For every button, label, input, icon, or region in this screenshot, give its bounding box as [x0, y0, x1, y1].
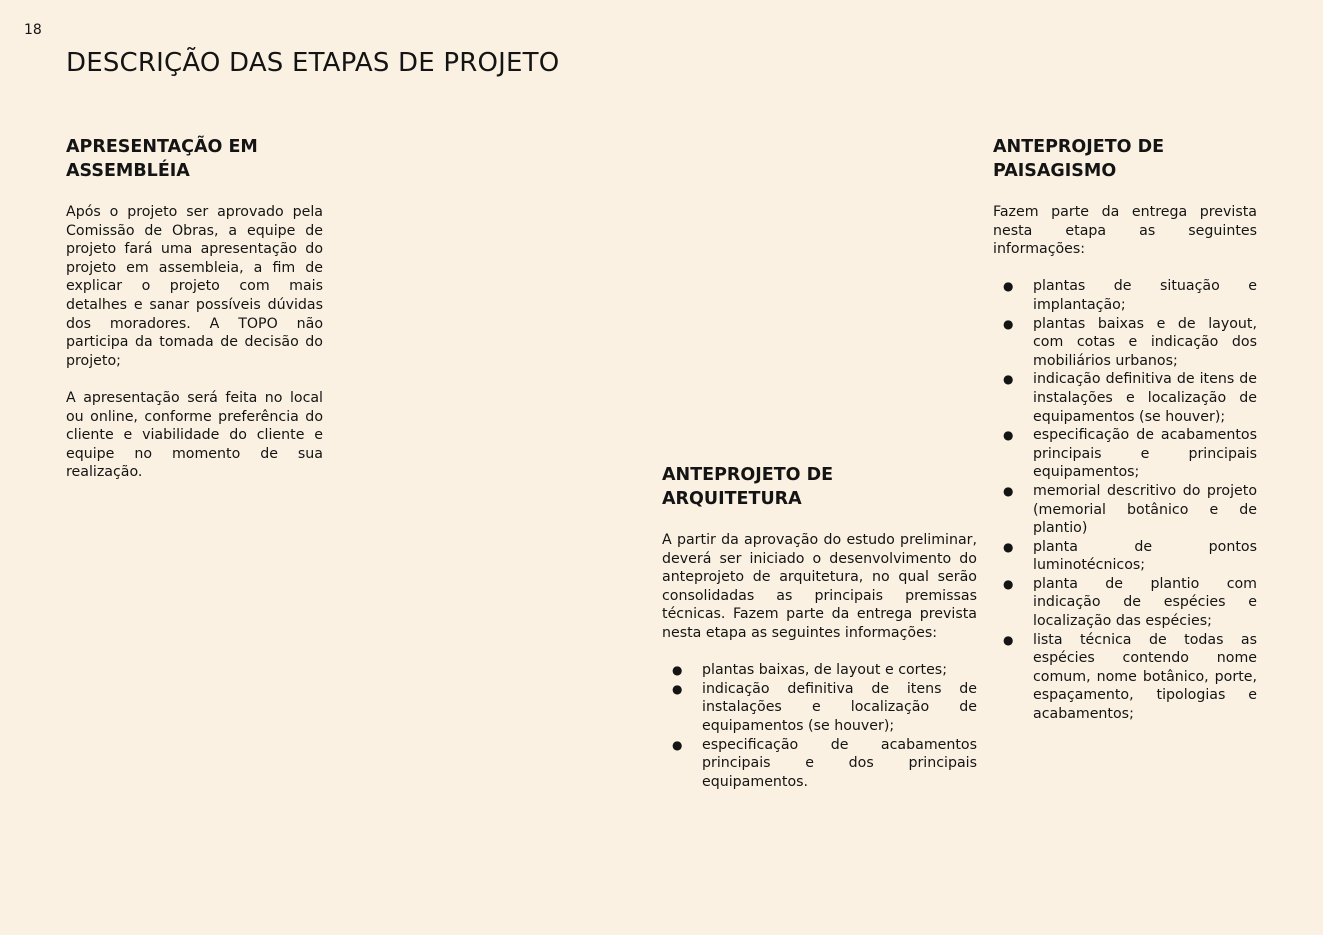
- bullet-icon: ●: [1003, 539, 1014, 554]
- heading-line: PAISAGISMO: [993, 161, 1117, 181]
- section-heading: [662, 463, 977, 511]
- list-item-text: planta de pontos luminotécnicos;: [1033, 538, 1257, 574]
- body-paragraph: Fazem parte da entrega prevista nesta etapa as seguintes informações:: [993, 204, 1257, 258]
- section-heading: [66, 135, 323, 183]
- bullet-icon: ●: [1003, 279, 1014, 294]
- heading-line: ARQUITETURA: [662, 489, 802, 509]
- list-item-text: memorial descritivo do projeto (memorial botânico e de plantio): [1033, 482, 1257, 537]
- bullet-list: [662, 661, 977, 791]
- list-item-text: plantas baixas, de layout e cortes;: [702, 662, 947, 679]
- list-item-text: indicação definitiva de itens de instalações e localização de equipamentos (se houver);: [702, 680, 977, 734]
- bullet-icon: ●: [1003, 576, 1014, 591]
- section-heading: [993, 135, 1257, 183]
- list-item: [662, 661, 977, 680]
- bullet-icon: ●: [672, 663, 683, 678]
- page-number: 18: [24, 22, 42, 38]
- body-paragraph: A partir da aprovação do estudo preliminar, deverá ser iniciado o desenvolvimento do anteprojeto de arquitetura, no qual serão consolidadas as principais premissas técnicas. Fazem parte da entrega prevista nesta etapa as seguintes informações:: [662, 532, 977, 641]
- body-paragraph: A apresentação será feita no local ou online, conforme preferência do cliente e viabilidade do cliente e equipe no momento de sua realização.: [66, 389, 323, 481]
- list-item: [993, 538, 1257, 575]
- bullet-list: [993, 277, 1257, 723]
- section-apresentacao-assembleia: [66, 135, 323, 482]
- bullet-icon: ●: [1003, 372, 1014, 387]
- list-item: [993, 277, 1257, 314]
- section-anteprojeto-paisagismo: [993, 135, 1257, 724]
- bullet-icon: ●: [1003, 483, 1014, 498]
- list-item: [993, 426, 1257, 482]
- list-item: [993, 575, 1257, 631]
- list-item-text: indicação definitiva de itens de instalações e localização de equipamentos (se houver);: [1033, 371, 1257, 425]
- list-item: [993, 631, 1257, 724]
- bullet-icon: ●: [672, 737, 683, 752]
- bullet-icon: ●: [1003, 428, 1014, 443]
- list-item-text: plantas baixas e de layout, com cotas e indicação dos mobiliários urbanos;: [1033, 315, 1257, 369]
- list-item-text: planta de plantio com indicação de espécies e localização das espécies;: [1033, 575, 1257, 630]
- body-paragraph: Após o projeto ser aprovado pela Comissão de Obras, a equipe de projeto fará uma apresentação do projeto em assembleia, a fim de explicar o projeto com mais detalhes e sanar possíveis dúvidas dos moradores. A TOPO não participa da tomada de decisão do projeto;: [66, 204, 323, 369]
- list-item-text: especificação de acabamentos principais e dos principais equipamentos.: [702, 736, 977, 790]
- bullet-icon: ●: [1003, 316, 1014, 331]
- list-item: [993, 315, 1257, 371]
- heading-line: ANTEPROJETO DE: [993, 137, 1165, 157]
- list-item-text: plantas de situação e implantação;: [1033, 278, 1257, 313]
- heading-line: ASSEMBLÉIA: [66, 161, 190, 181]
- bullet-icon: ●: [1003, 632, 1014, 647]
- list-item: [662, 736, 977, 792]
- list-item-text: especificação de acabamentos principais e principais equipamentos;: [1033, 427, 1257, 481]
- list-item: [993, 370, 1257, 426]
- section-anteprojeto-arquitetura: [662, 463, 977, 791]
- heading-line: ANTEPROJETO DE: [662, 465, 834, 485]
- bullet-icon: ●: [672, 681, 683, 696]
- list-item: [662, 680, 977, 736]
- list-item: [993, 482, 1257, 538]
- page-title: DESCRIÇÃO DAS ETAPAS DE PROJETO: [66, 48, 560, 78]
- list-item-text: lista técnica de todas as espécies contendo nome comum, nome botânico, porte, espaçamento, tipologias e acabamentos;: [1033, 631, 1257, 723]
- heading-line: APRESENTAÇÃO EM: [66, 137, 258, 157]
